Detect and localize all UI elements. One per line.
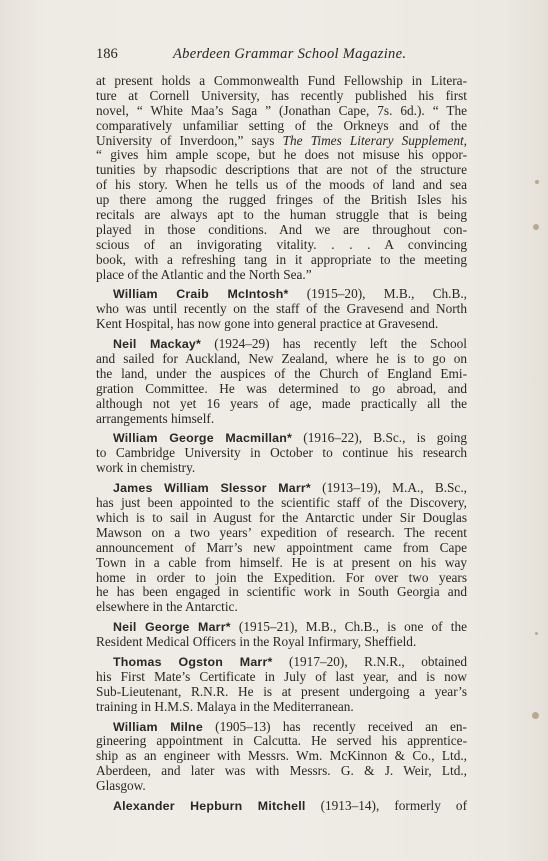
line-text: “ gives him ample scope, but he does not misuse his oppor- <box>96 147 467 163</box>
line-text: at present holds a Commonwealth Fund Fellowship in Litera- <box>96 73 467 88</box>
line-text: Town in a cable from himself. He is at present on his way <box>96 554 467 570</box>
line-text: home in order to join the Expedition. For over two years <box>96 569 467 585</box>
line-text: arrangements himself. <box>96 410 215 426</box>
text-line <box>96 352 467 367</box>
text-line <box>96 685 467 700</box>
text-line <box>96 700 467 715</box>
line-text: Resident Medical Officers in the Royal Infirmary, Sheffield. <box>96 634 417 650</box>
text-line <box>96 208 467 223</box>
text-line <box>96 496 467 511</box>
text-line <box>96 734 467 749</box>
italic-title: The Times Literary Supplement, <box>282 132 467 148</box>
text-line <box>96 317 467 332</box>
text-line <box>96 163 467 178</box>
person-name: James William Slessor Marr* <box>113 481 311 496</box>
person-name: William Craib McIntosh* <box>113 287 289 302</box>
line-text: comparatively unfamiliar setting of the Orkneys and of the <box>96 117 467 133</box>
line-text: place of the Atlantic and the North Sea.” <box>96 266 312 282</box>
line-text: Glasgow. <box>96 778 146 794</box>
text-line <box>96 764 467 779</box>
body-text <box>96 74 467 814</box>
text-line <box>96 556 467 571</box>
line-text: his First Mate’s Certificate in July of last year, and is now <box>96 668 467 684</box>
text-line <box>96 412 467 427</box>
line-text: announcement of Marr’s new appointment came from Cape <box>96 539 467 555</box>
entry-paragraph <box>96 337 467 426</box>
text-line <box>96 446 467 461</box>
line-text: (1905–13) has recently received an en- <box>202 718 467 734</box>
line-text: (1916–22), B.Sc., is going <box>292 430 468 446</box>
text-line <box>96 635 467 650</box>
line-text: tunities by rhapsodic descriptions that are not of the structure <box>96 162 467 178</box>
text-line <box>96 541 467 556</box>
entry-paragraph <box>96 481 467 615</box>
entry-paragraph <box>96 287 467 332</box>
entry-paragraph <box>96 720 467 794</box>
text-line <box>96 148 467 163</box>
page-number: 186 <box>96 46 118 62</box>
person-name: William George Macmillan* <box>113 431 293 446</box>
line-text: recitals are always apt to the human struggle that is being <box>96 207 467 223</box>
text-line <box>96 799 467 814</box>
paper-blemish <box>533 224 539 230</box>
text-line <box>96 526 467 541</box>
line-text: (1915–21), M.B., Ch.B., is one of the <box>230 619 467 635</box>
text-line <box>96 397 467 412</box>
text-line <box>96 134 467 149</box>
line-text: the land, under the auspices of the Church of England Emi- <box>96 365 467 381</box>
line-text: scious of an invigorating vitality. . . . A convincing <box>96 236 467 252</box>
text-line <box>96 585 467 600</box>
entry-paragraph <box>96 620 467 650</box>
entry-paragraph <box>96 799 467 814</box>
text-line <box>96 367 467 382</box>
text-line <box>96 178 467 193</box>
text-line <box>96 223 467 238</box>
text-line <box>96 600 467 615</box>
line-text: gineering appointment in Calcutta. He served his apprentice- <box>96 733 467 749</box>
text-line <box>96 382 467 397</box>
line-text: (1917–20), R.N.R., obtained <box>272 653 467 669</box>
text-line <box>96 461 467 476</box>
line-text: novel, “ White Maa’s Saga ” (Jonathan Cape, 7s. 6d.). “ The <box>96 102 467 118</box>
text-line <box>96 431 467 446</box>
line-text: ture at Cornell University, has recently published his first <box>96 87 467 103</box>
line-text: to Cambridge University in October to continue his research <box>96 445 467 461</box>
line-text: up there among the rugged fringes of the British Isles his <box>96 192 467 208</box>
paper-blemish <box>535 632 538 635</box>
line-text: Aberdeen, and later was with Messrs. G. & J. Weir, Ltd., <box>96 763 467 779</box>
line-text: work in chemistry. <box>96 460 196 476</box>
text-line <box>96 119 467 134</box>
text-line <box>96 74 467 89</box>
paper-blemish <box>535 180 539 184</box>
entry-paragraph <box>96 431 467 476</box>
text-line <box>96 268 467 283</box>
person-name: William Milne <box>113 719 203 734</box>
line-text: although not yet 16 years of age, made practically all the <box>96 395 467 411</box>
line-text: which is to sail in August for the Antarctic under Sir Douglas <box>96 509 467 525</box>
text-line <box>96 749 467 764</box>
text-line <box>96 104 467 119</box>
line-text: (1915–20), M.B., Ch.B., <box>288 286 468 302</box>
person-name: Neil George Marr* <box>113 620 231 635</box>
line-text: Kent Hospital, has now gone into general practice at Gravesend. <box>96 316 439 332</box>
text-line <box>96 89 467 104</box>
text-line <box>96 779 467 794</box>
person-name: Thomas Ogston Marr* <box>113 654 273 669</box>
line-text: University of Inverdoon,” says <box>96 132 283 148</box>
person-name: Neil Mackay* <box>113 337 202 352</box>
text-line <box>96 287 467 302</box>
page-header <box>96 44 476 64</box>
line-text: ship as an engineer with Messrs. Wm. McKinnon & Co., Ltd., <box>96 748 467 764</box>
text-line <box>96 337 467 352</box>
text-line <box>96 238 467 253</box>
text-line <box>96 571 467 586</box>
text-line <box>96 481 467 496</box>
line-text: (1924–29) has recently left the School <box>201 336 467 352</box>
line-text: Mawson on a two years’ expedition of research. The recent <box>96 524 467 540</box>
running-title: Aberdeen Grammar School Magazine. <box>173 46 407 62</box>
line-text: and sailed for Auckland, New Zealand, where he is to go on <box>96 351 467 367</box>
line-text: elsewhere in the Antarctic. <box>96 599 238 615</box>
text-line <box>96 302 467 317</box>
text-line <box>96 193 467 208</box>
line-text: played in those conditions. And we are throughout con- <box>96 221 467 237</box>
paper-blemish <box>532 712 539 719</box>
text-line <box>96 620 467 635</box>
text-line <box>96 655 467 670</box>
person-name: Alexander Hepburn Mitchell <box>113 798 306 813</box>
line-text: (1913–14), formerly of <box>305 797 468 813</box>
line-text: Sub-Lieutenant, R.N.R. He is at present undergoing a year’s <box>96 683 467 699</box>
line-text: book, with a refreshing tang in it appropriate to the meeting <box>96 251 467 267</box>
entry-paragraph <box>96 655 467 715</box>
continued-paragraph <box>96 74 467 282</box>
line-text: (1913–19), M.A., B.Sc., <box>310 480 467 496</box>
line-text: has just been appointed to the scientific staff of the Discovery, <box>96 495 467 511</box>
line-text: he has been engaged in scientific work in South Georgia and <box>96 584 467 600</box>
text-line <box>96 253 467 268</box>
text-line <box>96 511 467 526</box>
line-text: who was until recently on the staff of the Gravesend and North <box>96 301 467 317</box>
text-line <box>96 670 467 685</box>
line-text: gration Committee. He was determined to go abroad, and <box>96 380 467 396</box>
line-text: training in H.M.S. Malaya in the Mediterranean. <box>96 698 354 714</box>
text-line <box>96 720 467 735</box>
line-text: of his story. When he tells us of the moods of land and sea <box>96 177 467 193</box>
